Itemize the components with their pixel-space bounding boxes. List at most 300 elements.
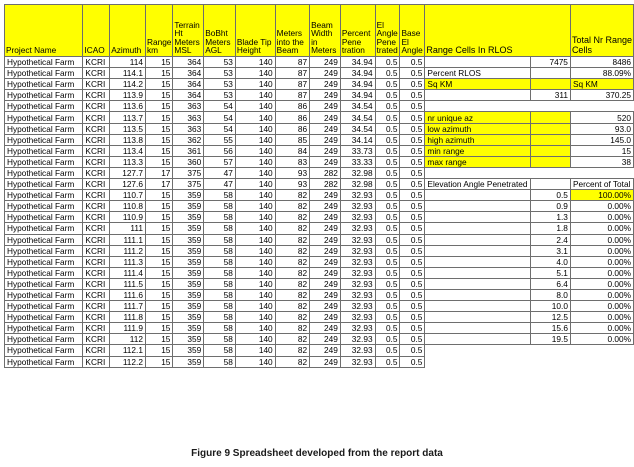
cell-base-el-angle[interactable]: 0.5 [400, 90, 425, 101]
cell-summary-label[interactable] [425, 190, 530, 201]
cell-summary-total[interactable] [570, 356, 633, 367]
cell-azimuth[interactable]: 111.4 [110, 267, 146, 278]
cell-blade-tip-height[interactable]: 140 [235, 323, 275, 334]
cell-meters-into-beam[interactable]: 84 [275, 145, 309, 156]
cell-base-el-angle[interactable]: 0.5 [400, 212, 425, 223]
cell-el-angle-penetrated[interactable]: 0.5 [375, 323, 400, 334]
cell-meters-into-beam[interactable]: 82 [275, 212, 309, 223]
cell-summary-value[interactable] [530, 145, 570, 156]
cell-range-km[interactable]: 15 [145, 245, 172, 256]
cell-el-angle-penetrated[interactable]: 0.5 [375, 289, 400, 300]
cell-azimuth[interactable]: 114.1 [110, 68, 146, 79]
cell-beam-width[interactable]: 249 [310, 90, 341, 101]
cell-bobht[interactable]: 58 [204, 267, 236, 278]
cell-meters-into-beam[interactable]: 82 [275, 278, 309, 289]
cell-beam-width[interactable]: 249 [310, 278, 341, 289]
cell-range-km[interactable]: 15 [145, 289, 172, 300]
cell-range-km[interactable]: 15 [145, 301, 172, 312]
cell-summary-total[interactable]: 0.00% [570, 267, 633, 278]
cell-base-el-angle[interactable]: 0.5 [400, 334, 425, 345]
cell-beam-width[interactable]: 249 [310, 190, 341, 201]
cell-meters-into-beam[interactable]: 85 [275, 134, 309, 145]
cell-azimuth[interactable]: 127.6 [110, 179, 146, 190]
cell-range-km[interactable]: 15 [145, 334, 172, 345]
cell-summary-label[interactable]: min range [425, 145, 530, 156]
cell-icao[interactable]: KCRI [83, 156, 110, 167]
cell-base-el-angle[interactable]: 0.5 [400, 167, 425, 178]
cell-project-name[interactable]: Hypothetical Farm [5, 245, 83, 256]
cell-bobht[interactable]: 58 [204, 301, 236, 312]
cell-summary-total[interactable]: 0.00% [570, 323, 633, 334]
cell-summary-label[interactable]: Percent RLOS [425, 68, 530, 79]
cell-terrain-height[interactable]: 359 [173, 267, 204, 278]
cell-range-km[interactable]: 15 [145, 345, 172, 356]
cell-base-el-angle[interactable]: 0.5 [400, 356, 425, 367]
cell-percent-penetration[interactable]: 32.93 [340, 267, 375, 278]
cell-icao[interactable]: KCRI [83, 312, 110, 323]
cell-bobht[interactable]: 58 [204, 312, 236, 323]
header-icao[interactable]: ICAO [83, 5, 110, 57]
cell-project-name[interactable]: Hypothetical Farm [5, 134, 83, 145]
cell-bobht[interactable]: 58 [204, 223, 236, 234]
cell-range-km[interactable]: 15 [145, 223, 172, 234]
cell-summary-value[interactable] [530, 123, 570, 134]
cell-percent-penetration[interactable]: 34.94 [340, 79, 375, 90]
cell-summary-label[interactable]: low azimuth [425, 123, 530, 134]
cell-azimuth[interactable]: 111.9 [110, 323, 146, 334]
cell-beam-width[interactable]: 249 [310, 289, 341, 300]
cell-azimuth[interactable]: 127.7 [110, 167, 146, 178]
cell-beam-width[interactable]: 249 [310, 267, 341, 278]
cell-el-angle-penetrated[interactable]: 0.5 [375, 234, 400, 245]
cell-azimuth[interactable]: 114 [110, 57, 146, 68]
cell-summary-value[interactable]: 311 [530, 90, 570, 101]
cell-el-angle-penetrated[interactable]: 0.5 [375, 334, 400, 345]
cell-terrain-height[interactable]: 375 [173, 179, 204, 190]
cell-blade-tip-height[interactable]: 140 [235, 212, 275, 223]
cell-summary-label[interactable] [425, 212, 530, 223]
cell-range-km[interactable]: 15 [145, 234, 172, 245]
header-azimuth[interactable]: Azimuth [110, 5, 146, 57]
cell-icao[interactable]: KCRI [83, 278, 110, 289]
cell-base-el-angle[interactable]: 0.5 [400, 289, 425, 300]
cell-summary-total[interactable]: 0.00% [570, 334, 633, 345]
header-el-angle-penetrated[interactable]: El Angle Pene trated [375, 5, 400, 57]
cell-bobht[interactable]: 58 [204, 234, 236, 245]
cell-beam-width[interactable]: 249 [310, 256, 341, 267]
cell-icao[interactable]: KCRI [83, 57, 110, 68]
cell-summary-value[interactable] [530, 101, 570, 112]
cell-meters-into-beam[interactable]: 82 [275, 334, 309, 345]
cell-summary-value[interactable]: 10.0 [530, 301, 570, 312]
cell-base-el-angle[interactable]: 0.5 [400, 201, 425, 212]
cell-bobht[interactable]: 54 [204, 123, 236, 134]
cell-summary-label[interactable] [425, 223, 530, 234]
cell-blade-tip-height[interactable]: 140 [235, 101, 275, 112]
cell-blade-tip-height[interactable]: 140 [235, 345, 275, 356]
cell-el-angle-penetrated[interactable]: 0.5 [375, 212, 400, 223]
cell-beam-width[interactable]: 249 [310, 301, 341, 312]
header-range-cells-rlos[interactable]: Range Cells In RLOS [425, 5, 571, 57]
cell-range-km[interactable]: 15 [145, 201, 172, 212]
cell-percent-penetration[interactable]: 34.94 [340, 90, 375, 101]
cell-icao[interactable]: KCRI [83, 223, 110, 234]
cell-beam-width[interactable]: 249 [310, 79, 341, 90]
cell-summary-label[interactable] [425, 57, 530, 68]
cell-azimuth[interactable]: 113.3 [110, 156, 146, 167]
cell-percent-penetration[interactable]: 32.93 [340, 245, 375, 256]
cell-summary-value[interactable] [530, 345, 570, 356]
cell-beam-width[interactable]: 249 [310, 145, 341, 156]
cell-azimuth[interactable]: 113.9 [110, 90, 146, 101]
cell-summary-value[interactable]: 0.9 [530, 201, 570, 212]
cell-range-km[interactable]: 15 [145, 190, 172, 201]
cell-percent-penetration[interactable]: 32.93 [340, 312, 375, 323]
cell-summary-total[interactable]: Percent of Total [570, 179, 633, 190]
cell-summary-total[interactable]: 145.0 [570, 134, 633, 145]
cell-el-angle-penetrated[interactable]: 0.5 [375, 190, 400, 201]
cell-percent-penetration[interactable]: 34.94 [340, 68, 375, 79]
cell-bobht[interactable]: 58 [204, 212, 236, 223]
cell-terrain-height[interactable]: 359 [173, 201, 204, 212]
cell-bobht[interactable]: 54 [204, 112, 236, 123]
cell-el-angle-penetrated[interactable]: 0.5 [375, 223, 400, 234]
cell-base-el-angle[interactable]: 0.5 [400, 223, 425, 234]
cell-meters-into-beam[interactable]: 86 [275, 112, 309, 123]
cell-range-km[interactable]: 15 [145, 278, 172, 289]
cell-bobht[interactable]: 58 [204, 245, 236, 256]
cell-icao[interactable]: KCRI [83, 90, 110, 101]
cell-el-angle-penetrated[interactable]: 0.5 [375, 156, 400, 167]
cell-terrain-height[interactable]: 364 [173, 68, 204, 79]
cell-project-name[interactable]: Hypothetical Farm [5, 334, 83, 345]
cell-summary-label[interactable] [425, 90, 530, 101]
cell-azimuth[interactable]: 114.2 [110, 79, 146, 90]
cell-terrain-height[interactable]: 359 [173, 345, 204, 356]
cell-el-angle-penetrated[interactable]: 0.5 [375, 101, 400, 112]
cell-terrain-height[interactable]: 359 [173, 334, 204, 345]
cell-el-angle-penetrated[interactable]: 0.5 [375, 145, 400, 156]
cell-el-angle-penetrated[interactable]: 0.5 [375, 167, 400, 178]
cell-summary-value[interactable]: 6.4 [530, 278, 570, 289]
cell-icao[interactable]: KCRI [83, 79, 110, 90]
cell-el-angle-penetrated[interactable]: 0.5 [375, 301, 400, 312]
cell-base-el-angle[interactable]: 0.5 [400, 145, 425, 156]
cell-blade-tip-height[interactable]: 140 [235, 278, 275, 289]
cell-bobht[interactable]: 58 [204, 356, 236, 367]
cell-bobht[interactable]: 53 [204, 90, 236, 101]
cell-meters-into-beam[interactable]: 87 [275, 79, 309, 90]
cell-project-name[interactable]: Hypothetical Farm [5, 256, 83, 267]
cell-terrain-height[interactable]: 361 [173, 145, 204, 156]
cell-blade-tip-height[interactable]: 140 [235, 356, 275, 367]
cell-summary-label[interactable] [425, 245, 530, 256]
cell-el-angle-penetrated[interactable]: 0.5 [375, 134, 400, 145]
cell-project-name[interactable]: Hypothetical Farm [5, 345, 83, 356]
cell-bobht[interactable]: 53 [204, 68, 236, 79]
cell-percent-penetration[interactable]: 34.94 [340, 57, 375, 68]
cell-azimuth[interactable]: 111.6 [110, 289, 146, 300]
cell-project-name[interactable]: Hypothetical Farm [5, 112, 83, 123]
cell-terrain-height[interactable]: 359 [173, 212, 204, 223]
cell-azimuth[interactable]: 113.8 [110, 134, 146, 145]
cell-base-el-angle[interactable]: 0.5 [400, 190, 425, 201]
cell-meters-into-beam[interactable]: 82 [275, 223, 309, 234]
cell-azimuth[interactable]: 111.8 [110, 312, 146, 323]
cell-icao[interactable]: KCRI [83, 134, 110, 145]
cell-meters-into-beam[interactable]: 82 [275, 289, 309, 300]
cell-icao[interactable]: KCRI [83, 112, 110, 123]
cell-project-name[interactable]: Hypothetical Farm [5, 201, 83, 212]
cell-el-angle-penetrated[interactable]: 0.5 [375, 123, 400, 134]
cell-summary-total[interactable]: 0.00% [570, 201, 633, 212]
cell-terrain-height[interactable]: 360 [173, 156, 204, 167]
cell-blade-tip-height[interactable]: 140 [235, 79, 275, 90]
cell-meters-into-beam[interactable]: 86 [275, 123, 309, 134]
cell-beam-width[interactable]: 249 [310, 123, 341, 134]
cell-percent-penetration[interactable]: 32.93 [340, 289, 375, 300]
cell-summary-total[interactable]: Sq KM [570, 79, 633, 90]
cell-azimuth[interactable]: 113.7 [110, 112, 146, 123]
cell-el-angle-penetrated[interactable]: 0.5 [375, 112, 400, 123]
cell-azimuth[interactable]: 111.1 [110, 234, 146, 245]
cell-meters-into-beam[interactable]: 82 [275, 201, 309, 212]
cell-blade-tip-height[interactable]: 140 [235, 267, 275, 278]
cell-el-angle-penetrated[interactable]: 0.5 [375, 79, 400, 90]
cell-project-name[interactable]: Hypothetical Farm [5, 79, 83, 90]
cell-terrain-height[interactable]: 359 [173, 190, 204, 201]
cell-range-km[interactable]: 15 [145, 145, 172, 156]
cell-project-name[interactable]: Hypothetical Farm [5, 278, 83, 289]
cell-project-name[interactable]: Hypothetical Farm [5, 312, 83, 323]
cell-el-angle-penetrated[interactable]: 0.5 [375, 179, 400, 190]
cell-beam-width[interactable]: 249 [310, 101, 341, 112]
cell-summary-value[interactable]: 12.5 [530, 312, 570, 323]
header-terrain-height[interactable]: Terrain Ht Meters MSL [173, 5, 204, 57]
cell-terrain-height[interactable]: 359 [173, 312, 204, 323]
cell-summary-total[interactable]: 0.00% [570, 234, 633, 245]
cell-bobht[interactable]: 53 [204, 79, 236, 90]
cell-summary-label[interactable] [425, 301, 530, 312]
cell-beam-width[interactable]: 249 [310, 245, 341, 256]
cell-summary-label[interactable] [425, 234, 530, 245]
cell-meters-into-beam[interactable]: 82 [275, 323, 309, 334]
cell-azimuth[interactable]: 113.5 [110, 123, 146, 134]
cell-icao[interactable]: KCRI [83, 289, 110, 300]
cell-el-angle-penetrated[interactable]: 0.5 [375, 267, 400, 278]
cell-summary-value[interactable] [530, 179, 570, 190]
cell-blade-tip-height[interactable]: 140 [235, 223, 275, 234]
cell-project-name[interactable]: Hypothetical Farm [5, 179, 83, 190]
cell-icao[interactable]: KCRI [83, 212, 110, 223]
cell-base-el-angle[interactable]: 0.5 [400, 101, 425, 112]
cell-icao[interactable]: KCRI [83, 68, 110, 79]
cell-base-el-angle[interactable]: 0.5 [400, 123, 425, 134]
cell-percent-penetration[interactable]: 32.93 [340, 301, 375, 312]
cell-azimuth[interactable]: 111.3 [110, 256, 146, 267]
header-project-name[interactable]: Project Name [5, 5, 83, 57]
cell-percent-penetration[interactable]: 32.93 [340, 334, 375, 345]
header-beam-width[interactable]: Beam Width in Meters [310, 5, 341, 57]
cell-icao[interactable]: KCRI [83, 190, 110, 201]
cell-meters-into-beam[interactable]: 82 [275, 256, 309, 267]
header-bobht[interactable]: BoBht Meters AGL [204, 5, 236, 57]
cell-meters-into-beam[interactable]: 82 [275, 234, 309, 245]
cell-blade-tip-height[interactable]: 140 [235, 156, 275, 167]
cell-summary-total[interactable]: 0.00% [570, 289, 633, 300]
cell-el-angle-penetrated[interactable]: 0.5 [375, 90, 400, 101]
cell-base-el-angle[interactable]: 0.5 [400, 256, 425, 267]
cell-icao[interactable]: KCRI [83, 145, 110, 156]
cell-summary-value[interactable] [530, 356, 570, 367]
header-blade-tip-height[interactable]: Blade Tip Height [235, 5, 275, 57]
cell-terrain-height[interactable]: 359 [173, 301, 204, 312]
cell-summary-value[interactable] [530, 79, 570, 90]
cell-blade-tip-height[interactable]: 140 [235, 123, 275, 134]
cell-blade-tip-height[interactable]: 140 [235, 112, 275, 123]
cell-summary-total[interactable]: 370.25 [570, 90, 633, 101]
cell-azimuth[interactable]: 113.4 [110, 145, 146, 156]
cell-percent-penetration[interactable]: 34.54 [340, 123, 375, 134]
cell-bobht[interactable]: 47 [204, 167, 236, 178]
cell-beam-width[interactable]: 249 [310, 57, 341, 68]
cell-bobht[interactable]: 58 [204, 256, 236, 267]
cell-beam-width[interactable]: 249 [310, 334, 341, 345]
cell-project-name[interactable]: Hypothetical Farm [5, 101, 83, 112]
cell-bobht[interactable]: 47 [204, 179, 236, 190]
cell-beam-width[interactable]: 249 [310, 345, 341, 356]
cell-blade-tip-height[interactable]: 140 [235, 245, 275, 256]
cell-base-el-angle[interactable]: 0.5 [400, 323, 425, 334]
cell-base-el-angle[interactable]: 0.5 [400, 134, 425, 145]
cell-summary-total[interactable]: 0.00% [570, 278, 633, 289]
cell-meters-into-beam[interactable]: 82 [275, 345, 309, 356]
cell-icao[interactable]: KCRI [83, 101, 110, 112]
cell-project-name[interactable]: Hypothetical Farm [5, 223, 83, 234]
cell-beam-width[interactable]: 249 [310, 212, 341, 223]
cell-percent-penetration[interactable]: 32.93 [340, 201, 375, 212]
cell-percent-penetration[interactable]: 34.14 [340, 134, 375, 145]
cell-azimuth[interactable]: 110.8 [110, 201, 146, 212]
cell-terrain-height[interactable]: 359 [173, 289, 204, 300]
cell-summary-total[interactable]: 0.00% [570, 256, 633, 267]
cell-summary-total[interactable] [570, 167, 633, 178]
cell-project-name[interactable]: Hypothetical Farm [5, 289, 83, 300]
cell-azimuth[interactable]: 110.7 [110, 190, 146, 201]
cell-project-name[interactable]: Hypothetical Farm [5, 323, 83, 334]
cell-percent-penetration[interactable]: 32.93 [340, 323, 375, 334]
cell-range-km[interactable]: 15 [145, 323, 172, 334]
cell-beam-width[interactable]: 249 [310, 234, 341, 245]
cell-el-angle-penetrated[interactable]: 0.5 [375, 245, 400, 256]
cell-summary-label[interactable] [425, 334, 530, 345]
cell-percent-penetration[interactable]: 34.54 [340, 112, 375, 123]
cell-summary-total[interactable]: 0.00% [570, 223, 633, 234]
cell-bobht[interactable]: 58 [204, 289, 236, 300]
cell-range-km[interactable]: 15 [145, 101, 172, 112]
cell-summary-value[interactable]: 5.1 [530, 267, 570, 278]
cell-terrain-height[interactable]: 359 [173, 356, 204, 367]
cell-base-el-angle[interactable]: 0.5 [400, 312, 425, 323]
cell-summary-label[interactable] [425, 256, 530, 267]
cell-base-el-angle[interactable]: 0.5 [400, 267, 425, 278]
cell-base-el-angle[interactable]: 0.5 [400, 79, 425, 90]
cell-summary-label[interactable] [425, 101, 530, 112]
cell-beam-width[interactable]: 249 [310, 223, 341, 234]
cell-bobht[interactable]: 58 [204, 278, 236, 289]
header-meters-into-beam[interactable]: Meters into the Beam [275, 5, 309, 57]
cell-terrain-height[interactable]: 375 [173, 167, 204, 178]
cell-azimuth[interactable]: 111 [110, 223, 146, 234]
cell-range-km[interactable]: 15 [145, 312, 172, 323]
cell-summary-total[interactable]: 0.00% [570, 301, 633, 312]
cell-bobht[interactable]: 58 [204, 323, 236, 334]
cell-meters-into-beam[interactable]: 82 [275, 312, 309, 323]
cell-project-name[interactable]: Hypothetical Farm [5, 156, 83, 167]
cell-el-angle-penetrated[interactable]: 0.5 [375, 57, 400, 68]
cell-bobht[interactable]: 55 [204, 134, 236, 145]
cell-bobht[interactable]: 53 [204, 57, 236, 68]
cell-summary-label[interactable]: Elevation Angle Penetrated [425, 179, 530, 190]
cell-base-el-angle[interactable]: 0.5 [400, 57, 425, 68]
cell-summary-value[interactable] [530, 134, 570, 145]
cell-icao[interactable]: KCRI [83, 179, 110, 190]
cell-summary-label[interactable] [425, 345, 530, 356]
cell-beam-width[interactable]: 282 [310, 167, 341, 178]
cell-range-km[interactable]: 15 [145, 267, 172, 278]
cell-summary-label[interactable]: Sq KM [425, 79, 530, 90]
cell-blade-tip-height[interactable]: 140 [235, 57, 275, 68]
cell-base-el-angle[interactable]: 0.5 [400, 112, 425, 123]
cell-meters-into-beam[interactable]: 82 [275, 245, 309, 256]
cell-el-angle-penetrated[interactable]: 0.5 [375, 68, 400, 79]
cell-percent-penetration[interactable]: 32.93 [340, 356, 375, 367]
cell-bobht[interactable]: 56 [204, 145, 236, 156]
cell-blade-tip-height[interactable]: 140 [235, 301, 275, 312]
cell-beam-width[interactable]: 282 [310, 179, 341, 190]
cell-terrain-height[interactable]: 362 [173, 134, 204, 145]
cell-summary-total[interactable]: 93.0 [570, 123, 633, 134]
cell-base-el-angle[interactable]: 0.5 [400, 278, 425, 289]
cell-icao[interactable]: KCRI [83, 323, 110, 334]
cell-summary-label[interactable]: max range [425, 156, 530, 167]
cell-percent-penetration[interactable]: 32.93 [340, 345, 375, 356]
cell-meters-into-beam[interactable]: 87 [275, 68, 309, 79]
cell-meters-into-beam[interactable]: 82 [275, 301, 309, 312]
cell-summary-value[interactable]: 19.5 [530, 334, 570, 345]
cell-beam-width[interactable]: 249 [310, 356, 341, 367]
cell-base-el-angle[interactable]: 0.5 [400, 156, 425, 167]
cell-azimuth[interactable]: 113.6 [110, 101, 146, 112]
cell-project-name[interactable]: Hypothetical Farm [5, 57, 83, 68]
cell-icao[interactable]: KCRI [83, 201, 110, 212]
cell-base-el-angle[interactable]: 0.5 [400, 234, 425, 245]
cell-meters-into-beam[interactable]: 87 [275, 57, 309, 68]
cell-blade-tip-height[interactable]: 140 [235, 289, 275, 300]
cell-terrain-height[interactable]: 359 [173, 223, 204, 234]
cell-project-name[interactable]: Hypothetical Farm [5, 90, 83, 101]
cell-azimuth[interactable]: 112.1 [110, 345, 146, 356]
cell-terrain-height[interactable]: 359 [173, 323, 204, 334]
cell-range-km[interactable]: 15 [145, 356, 172, 367]
cell-icao[interactable]: KCRI [83, 256, 110, 267]
cell-azimuth[interactable]: 112 [110, 334, 146, 345]
cell-summary-total[interactable]: 0.00% [570, 312, 633, 323]
cell-azimuth[interactable]: 111.5 [110, 278, 146, 289]
cell-icao[interactable]: KCRI [83, 334, 110, 345]
cell-terrain-height[interactable]: 363 [173, 123, 204, 134]
cell-summary-total[interactable]: 15 [570, 145, 633, 156]
